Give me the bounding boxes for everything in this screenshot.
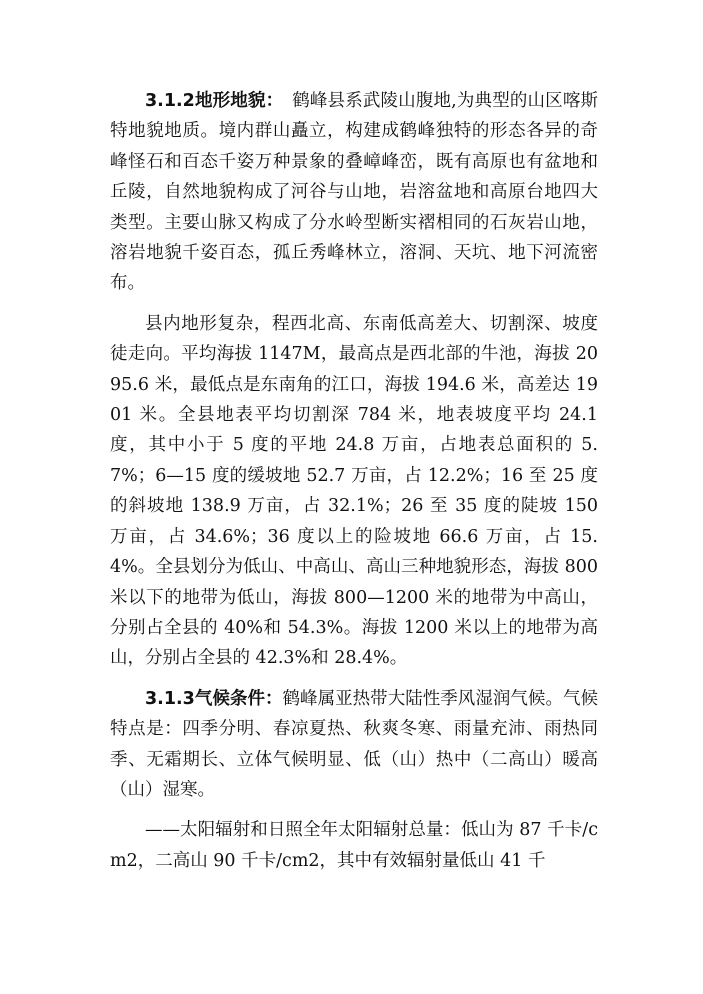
section-body-climate: 鹤峰属亚热带大陆性季风湿润气候。气候特点是：四季分明、春凉夏热、秋爽冬寒、雨量充沛、雨热同季、无霜期长、立体气候明显、低（山）热中（二高山）暖高（山）湿寒。 — [110, 688, 599, 800]
section-climate — [110, 684, 598, 806]
section-heading-climate: 3.1.3气候条件： — [145, 688, 283, 709]
paragraph-terrain — [110, 309, 598, 674]
document-page — [110, 86, 598, 876]
section-heading-landform: 3.1.2地形地貌： — [145, 91, 275, 111]
paragraph-solar-radiation — [110, 815, 598, 876]
paragraph-solar-radiation-text: ——太阳辐射和日照全年太阳辐射总量：低山为 87 千卡/cm2，二高山 90 千卡/cm2，其中有效辐射量低山 41 千 — [110, 820, 598, 871]
paragraph-terrain-text: 县内地形复杂，程西北高、东南低高差大、切割深、坡度徒走向。平均海拔 1147M，最高点是西北部的牛池，海拔 2095.6 米，最低点是东南角的江口，海拔 194.6 米，高差达 1901 米。全县地表平均切割深 784 米，地表坡度平均 24.1 度，其中小于 5 度的平地 24.8 万亩，占地表总面积的 5.7%；6—15 度的缓坡地 52.7 万亩，占 12.2%；16 至 25 度的斜坡地 138.9 万亩，占 32.1%；26 至 35 度的陡坡 150 万亩，占 34.6%；36 度以上的险坡地 66.6 万亩，占 15.4%。全县划分为低山、中高山、高山三种地貌形态，海拔 800 米以下的地带为低山，海拔 800—1200 米的地带为中高山，分别占全县的 40%和 54.3%。海拔 1200 米以上的地带为高山，分别占全县的 42.3%和 28.4%。 — [110, 313, 598, 669]
section-body-landform: 鹤峰县系武陵山腹地,为典型的山区喀斯特地貌地质。境内群山矗立，构建成鹤峰独特的形态各异的奇峰怪石和百态千姿万种景象的叠嶂峰峦，既有高原也有盆地和丘陵，自然地貌构成了河谷与山地，岩溶盆地和高原台地四大类型。主要山脉又构成了分水岭型断实褶相同的石灰岩山地，溶岩地貌千姿百态，孤丘秀峰林立，溶洞、天坑、地下河流密布。 — [110, 91, 599, 294]
section-landform — [110, 86, 598, 299]
